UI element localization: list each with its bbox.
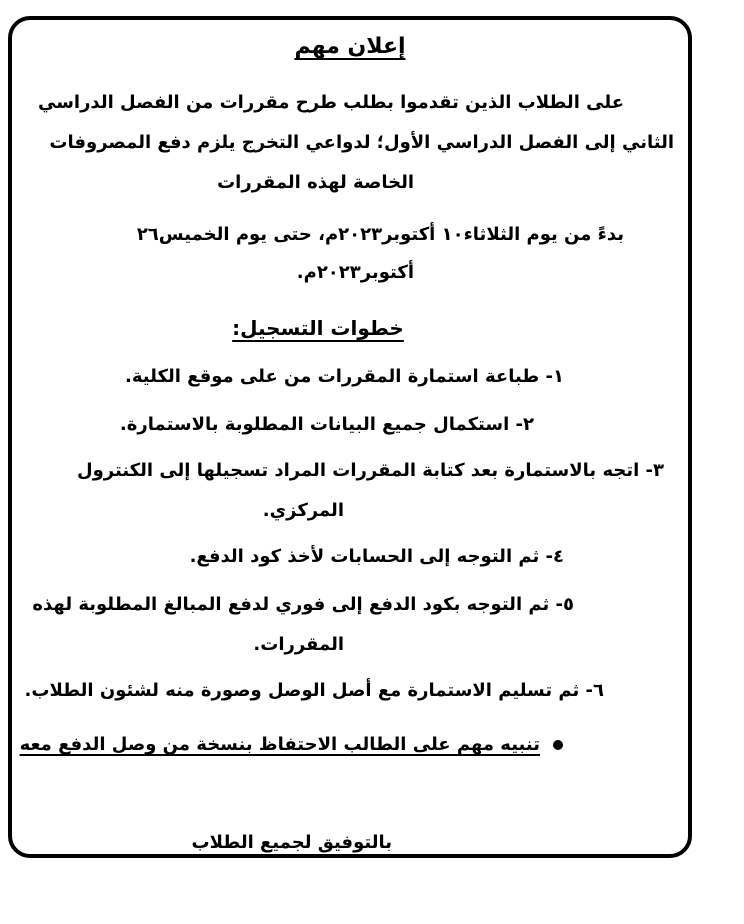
step-1: ١- طباعة استمارة المقررات من على موقع الكلية. xyxy=(125,366,564,387)
step-5-continued: المقررات. xyxy=(253,634,344,655)
period-line-2: أكتوبر٢٠٢٣م. xyxy=(296,262,414,283)
intro-line-1: على الطلاب الذين تقدموا بطلب طرح مقررات من الفصل الدراسي xyxy=(37,92,624,113)
payment-receipt-note: تنبيه مهم على الطالب الاحتفاظ بنسخة من وصل الدفع معه xyxy=(19,734,540,755)
closing-line: بالتوفيق لجميع الطلاب xyxy=(191,832,392,853)
intro-line-3: الخاصة لهذه المقررات xyxy=(217,172,414,193)
period-line-1: بدءً من يوم الثلاثاء١٠ أكتوبر٢٠٢٣م، حتى يوم الخميس٢٦ xyxy=(136,224,624,245)
steps-title: خطوات التسجيل: xyxy=(232,316,404,340)
step-2: ٢- استكمال جميع البيانات المطلوبة بالاستمارة. xyxy=(119,414,534,435)
announcement-title: إعلان مهم xyxy=(294,34,406,59)
bullet-icon xyxy=(553,740,563,750)
step-3: ٣- اتجه بالاستمارة بعد كتابة المقررات المراد تسجيلها إلى الكنترول xyxy=(76,460,664,481)
intro-line-2: الثاني إلى الفصل الدراسي الأول؛ لدواعي التخرج يلزم دفع المصروفات xyxy=(49,132,674,153)
step-4: ٤- ثم التوجه إلى الحسابات لأخذ كود الدفع. xyxy=(189,546,564,567)
step-6: ٦- ثم تسليم الاستمارة مع أصل الوصل وصورة منه لشئون الطلاب. xyxy=(24,680,604,701)
step-5: ٥- ثم التوجه بكود الدفع إلى فوري لدفع المبالغ المطلوبة لهذه xyxy=(32,594,574,615)
step-3-continued: المركزي. xyxy=(262,500,344,521)
